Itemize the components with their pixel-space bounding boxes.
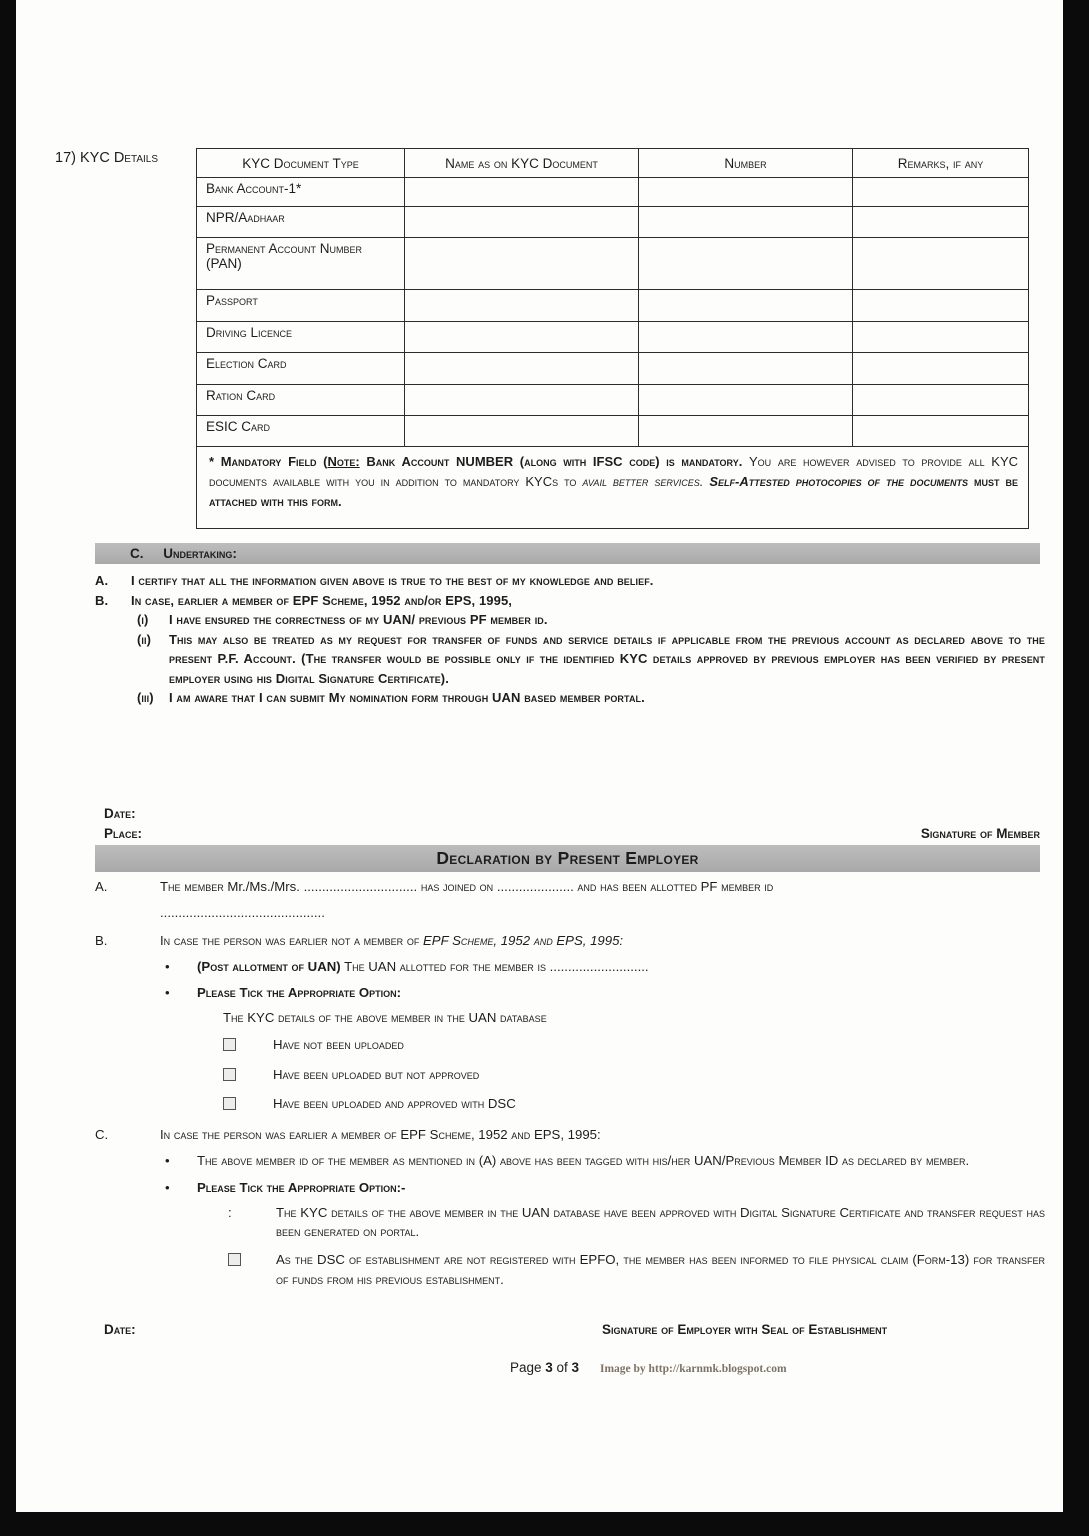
a-seg: Mr./Ms./Mrs. [227,879,304,894]
kyc-row-ration-card [197,385,1029,416]
declaration-item-c [95,1125,1045,1145]
kyc-doc-type: Election Card [197,353,405,385]
declaration-list [95,877,1045,1290]
declaration-b-bullet-2 [95,983,1045,1003]
kyc-doc-type: NPR/Aadhaar [197,207,405,238]
kyc-name-cell [405,353,639,385]
declaration-b-bullet-1 [95,957,1045,977]
checkbox-icon [228,1250,276,1272]
note-seg: You are however advised to provide all KYC documents available with you in addition to mandatory KYCs to [209,454,1019,490]
kyc-remarks-cell [853,416,1029,447]
employer-date-label: Date: [104,1322,136,1337]
bullet-icon: • [165,1179,170,1195]
declaration-b-intro: The KYC details of the above member in the UAN database [223,1009,547,1025]
declaration-c-option-1 [228,1203,1045,1243]
page-word: Page [509,1360,546,1375]
item-text: Please Tick the Appropriate Option: [197,985,402,1001]
declaration-item-b [95,931,1045,951]
kyc-number-cell [639,416,853,447]
item-marker: A. [95,573,109,588]
item-marker: B. [95,592,109,608]
scan-edge-bottom [0,1512,1089,1536]
undertaking-section-letter: C. [130,546,144,561]
kyc-number-cell [639,322,853,353]
kyc-number-cell [639,207,853,238]
kyc-doc-type: ESIC Card [197,416,405,447]
undertaking-item-b [95,591,1045,611]
kyc-header-row [197,149,1029,178]
kyc-name-cell [405,385,639,416]
page-total: 3 [571,1360,580,1375]
b1-rest: The UAN allotted for the member is ........................... [340,959,649,975]
b-seg: EPF Scheme, 1952 and EPS, 1995: [423,932,624,948]
declaration-c-bullet-1 [95,1151,1045,1171]
kyc-name-cell [405,416,639,447]
kyc-remarks-cell [853,238,1029,290]
kyc-number-cell [639,385,853,416]
kyc-header-doc-type: KYC Document Type [197,149,405,178]
kyc-header-number: Number [639,149,853,178]
undertaking-title: Undertaking: [163,546,237,561]
checkbox-icon [223,1035,273,1057]
option-label: Have not been uploaded [273,1036,404,1052]
undertaking-sub-i [137,610,1045,630]
bullet-icon: • [165,1152,170,1168]
checkbox-icon [223,1094,273,1116]
bullet-icon: • [165,985,170,1001]
kyc-row-pan [197,238,1029,290]
a-seg: ............................... has joined on ..................... and has been allotted PF member id [303,879,774,894]
undertaking-list [95,571,1045,708]
item-text: Please Tick the Appropriate Option:- [197,1179,406,1195]
item-text: The above member id of the member as mentioned in (A) above has been tagged with his/her UAN/Previous Member ID as declared by member. [197,1152,970,1168]
kyc-row-passport [197,290,1029,322]
kyc-number-cell [639,178,853,207]
kyc-name-cell [405,290,639,322]
item-marker: A. [95,879,108,894]
kyc-row-npr-aadhaar [197,207,1029,238]
a-dotted-line: ............................................. [160,904,325,920]
kyc-name-cell [405,207,639,238]
kyc-remarks-cell [853,353,1029,385]
item-marker: (ii) [137,631,152,647]
b-seg: In case the person was earlier not a member of [160,932,424,948]
kyc-doc-type: Driving Licence [197,322,405,353]
kyc-row-driving-licence [197,322,1029,353]
note-seg: Note: [327,454,360,469]
kyc-note-row [197,447,1029,529]
item-marker: C. [95,1127,109,1143]
item-marker: B. [95,932,108,948]
declaration-c-bullet-2 [95,1178,1045,1198]
date-label: Date: [104,806,136,821]
kyc-header-remarks: Remarks, if any [853,149,1029,178]
kyc-remarks-cell [853,290,1029,322]
option-label: The KYC details of the above member in the UAN database have been approved with Digital Signature Certificate and transfer request has been generated on portal. [276,1204,1045,1240]
a-seg: The member [160,879,228,894]
undertaking-sub-iii [137,688,1045,708]
declaration-c-option-2 [228,1250,1045,1290]
item-text: This may also be treated as my request for transfer of funds and service details if applicable from the previous account as declared above to the present P.F. Account. (The transfer would be possible only if the identified KYC details approved by previous employer has been verified by present employer using his Digital Signature Certificate). [169,631,1045,686]
declaration-b-option-2 [223,1065,1045,1087]
item-text: I am aware that I can submit My nomination form through UAN based member portal. [169,690,645,705]
item-text [160,877,1045,923]
item-text [160,931,1045,951]
kyc-name-cell [405,322,639,353]
of-word: of [552,1360,572,1375]
kyc-remarks-cell [853,385,1029,416]
kyc-remarks-cell [853,322,1029,353]
kyc-row-esic-card [197,416,1029,447]
scan-edge-right [1063,0,1089,1536]
declaration-b-option-3 [223,1094,1045,1116]
page-number [0,1360,1089,1375]
option-label: Have been uploaded and approved with DSC [273,1096,516,1112]
signature-of-employer-label: Signature of Employer with Seal of Establishment [602,1322,888,1337]
item-text: In case the person was earlier a member of EPF Scheme, 1952 and EPS, 1995: [160,1127,601,1143]
scan-edge-left [0,0,16,1536]
undertaking-sub-ii [137,630,1045,689]
undertaking-header-bar [95,543,1040,564]
kyc-mandatory-note [197,447,1029,529]
kyc-doc-type: Bank Account-1* [197,178,405,207]
kyc-row-election-card [197,353,1029,385]
declaration-title: Declaration by Present Employer [436,848,699,868]
image-credit: Image by http://karnmk.blogspot.com [600,1363,787,1375]
item-text: In case, earlier a member of EPF Scheme, 1952 and/or EPS, 1995, [131,592,513,608]
declaration-b-option-1 [223,1035,1045,1057]
kyc-doc-type: Permanent Account Number (PAN) [197,238,405,290]
kyc-doc-type: Passport [197,290,405,322]
undertaking-item-a [95,571,1045,591]
option-label: Have been uploaded but not approved [273,1066,480,1082]
signature-of-member-label: Signature of Member [920,826,1040,841]
note-seg: must be attached with this form. [209,474,1018,510]
item-text: I have ensured the correctness of my UAN/ previous PF member id. [169,612,548,627]
item-text: I certify that all the information given above is true to the best of my knowledge and belief. [131,573,654,588]
place-label: Place: [104,825,142,841]
kyc-name-cell [405,178,639,207]
date-place-block [104,804,142,843]
kyc-section-label: 17) KYC Details [55,150,159,166]
note-seg: * Mandatory Field ( [209,454,328,469]
item-text [197,957,1045,977]
item-marker: (i) [137,612,149,627]
note-seg: avail better services. [582,474,710,490]
bullet-icon: • [165,959,170,975]
kyc-number-cell [639,353,853,385]
option-marker: : [228,1204,232,1220]
b1-bold: (Post allotment of UAN) [197,959,341,975]
kyc-table [196,148,1029,529]
checkbox-icon [223,1065,273,1087]
kyc-doc-type: Ration Card [197,385,405,416]
page-num: 3 [545,1360,553,1375]
note-seg: Self-Attested photocopies of the documents [709,474,969,490]
kyc-remarks-cell [853,178,1029,207]
kyc-header-name: Name as on KYC Document [405,149,639,178]
note-seg: Bank Account NUMBER (along with IFSC code) is mandatory. [359,454,750,469]
declaration-header-bar [95,845,1040,872]
option-label: As the DSC of establishment are not registered with EPFO, the member has been informed to file physical claim (Form-13) for transfer of funds from his previous establishment. [276,1252,1045,1287]
kyc-name-cell [405,238,639,290]
declaration-item-a [95,877,1045,923]
item-marker: (iii) [137,690,154,705]
kyc-row-bank-account [197,178,1029,207]
kyc-number-cell [639,238,853,290]
kyc-remarks-cell [853,207,1029,238]
kyc-number-cell [639,290,853,322]
